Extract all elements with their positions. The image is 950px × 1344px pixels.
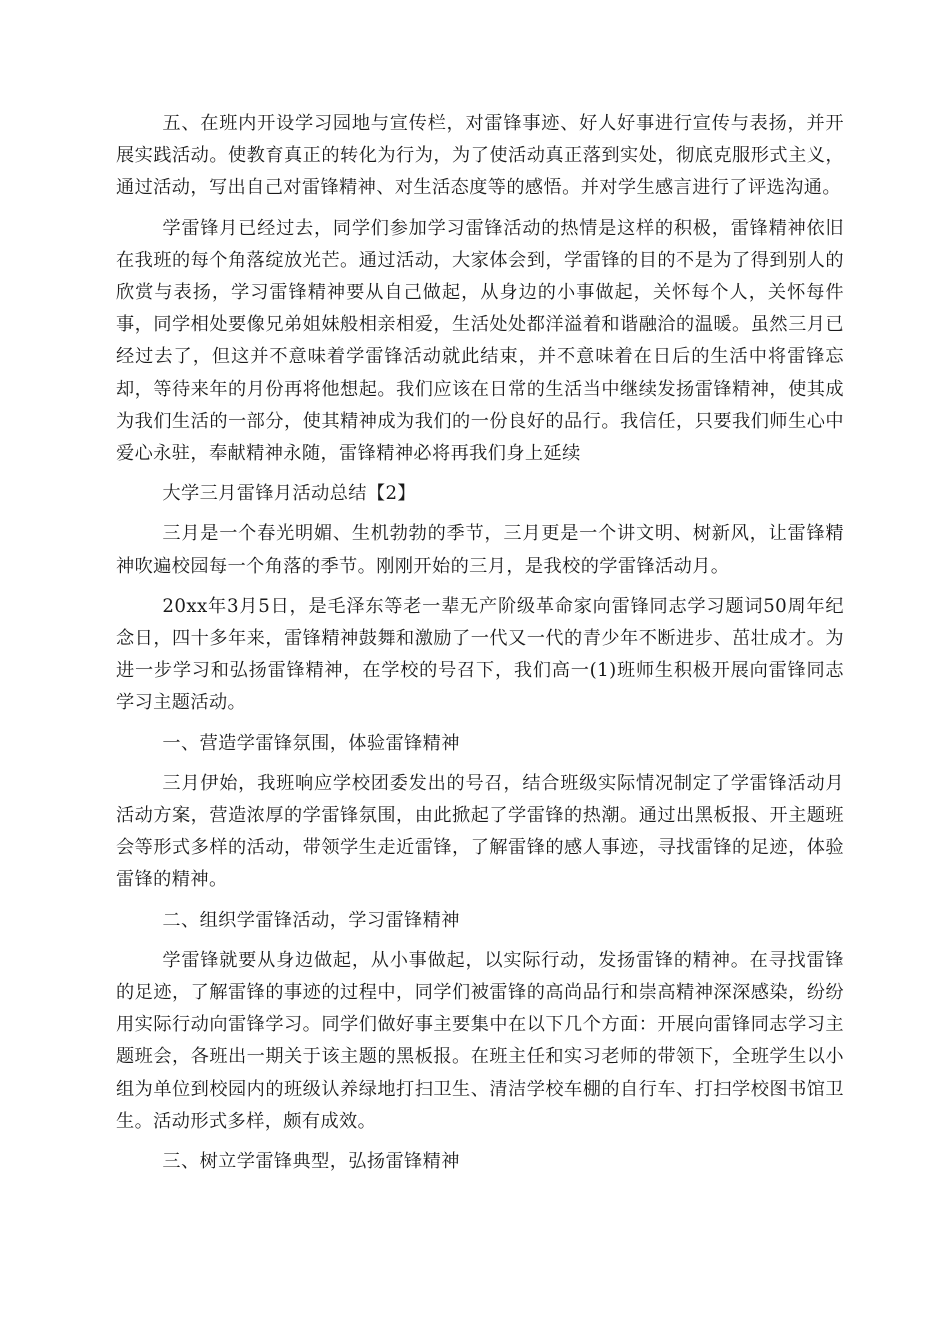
section-heading-model: 三、树立学雷锋典型，弘扬雷锋精神 [162,1151,460,1173]
paragraph-anniversary: 20xx年3月5日，是毛泽东等老一辈无产阶级革命家向雷锋同志学习题词50周年纪念日，四十多年来，雷锋精神鼓舞和激励了一代又一代的青少年不断进步、茁壮成才。为进一步学习和弘扬雷锋精神，在学校的号召下，我们高一(1)班师生积极开展向雷锋同志学习主题活动。 [116,595,844,714]
paragraph-month-passed: 学雷锋月已经过去，同学们参加学习雷锋活动的热情是这样的积极，雷锋精神依旧在我班的每个角落绽放光芒。通过活动，大家体会到，学雷锋的目的不是为了得到别人的欣赏与表扬，学习雷锋精神要从自己做起，从身边的小事做起，关怀每个人，关怀每件事，同学相处要像兄弟姐妹般相亲相爱，生活处处都洋溢着和谐融洽的温暖。虽然三月已经过去了，但这并不意味着学雷锋活动就此结束，并不意味着在日后的生活中将雷锋忘却，等待来年的月份再将他想起。我们应该在日常的生活当中继续发扬雷锋精神，使其成为我们生活的一部分，使其精神成为我们的一份良好的品行。我信任，只要我们师生心中爱心永驻，奉献精神永随，雷锋精神必将再我们身上延续 [116,217,844,465]
paragraph-march-spring: 三月是一个春光明媚、生机勃勃的季节，三月更是一个讲文明、树新风，让雷锋精神吹遍校园每一个角落的季节。刚刚开始的三月，是我校的学雷锋活动月。 [116,523,844,577]
paragraph-study-garden: 五、在班内开设学习园地与宣传栏，对雷锋事迹、好人好事进行宣传与表扬，并开展实践活动。使教育真正的转化为行为，为了使活动真正落到实处，彻底克服形式主义，通过活动，写出自己对雷锋精神、对生活态度等的感悟。并对学生感言进行了评选沟通。 [116,113,844,199]
document-body [116,108,844,1186]
paragraph-atmosphere: 三月伊始，我班响应学校团委发出的号召，结合班级实际情况制定了学雷锋活动月活动方案，营造浓厚的学雷锋氛围，由此掀起了学雷锋的热潮。通过出黑板报、开主题班会等形式多样的活动，带领学生走近雷锋，了解雷锋的感人事迹，寻找雷锋的足迹，体验雷锋的精神。 [116,772,844,891]
section-heading-atmosphere: 一、营造学雷锋氛围，体验雷锋精神 [162,732,460,754]
section-title-summary-2: 大学三月雷锋月活动总结【2】 [162,483,417,505]
section-heading-activities: 二、组织学雷锋活动，学习雷锋精神 [162,909,460,931]
paragraph-activities: 学雷锋就要从身边做起，从小事做起，以实际行动，发扬雷锋的精神。在寻找雷锋的足迹，了解雷锋的事迹的过程中，同学们被雷锋的高尚品行和崇高精神深深感染，纷纷用实际行动向雷锋学习。同学们做好事主要集中在以下几个方面：开展向雷锋同志学习主题班会，各班出一期关于该主题的黑板报。在班主任和实习老师的带领下，全班学生以小组为单位到校园内的班级认养绿地打扫卫生、清洁学校车棚的自行车、打扫学校图书馆卫生。活动形式多样，颇有成效。 [116,949,844,1132]
